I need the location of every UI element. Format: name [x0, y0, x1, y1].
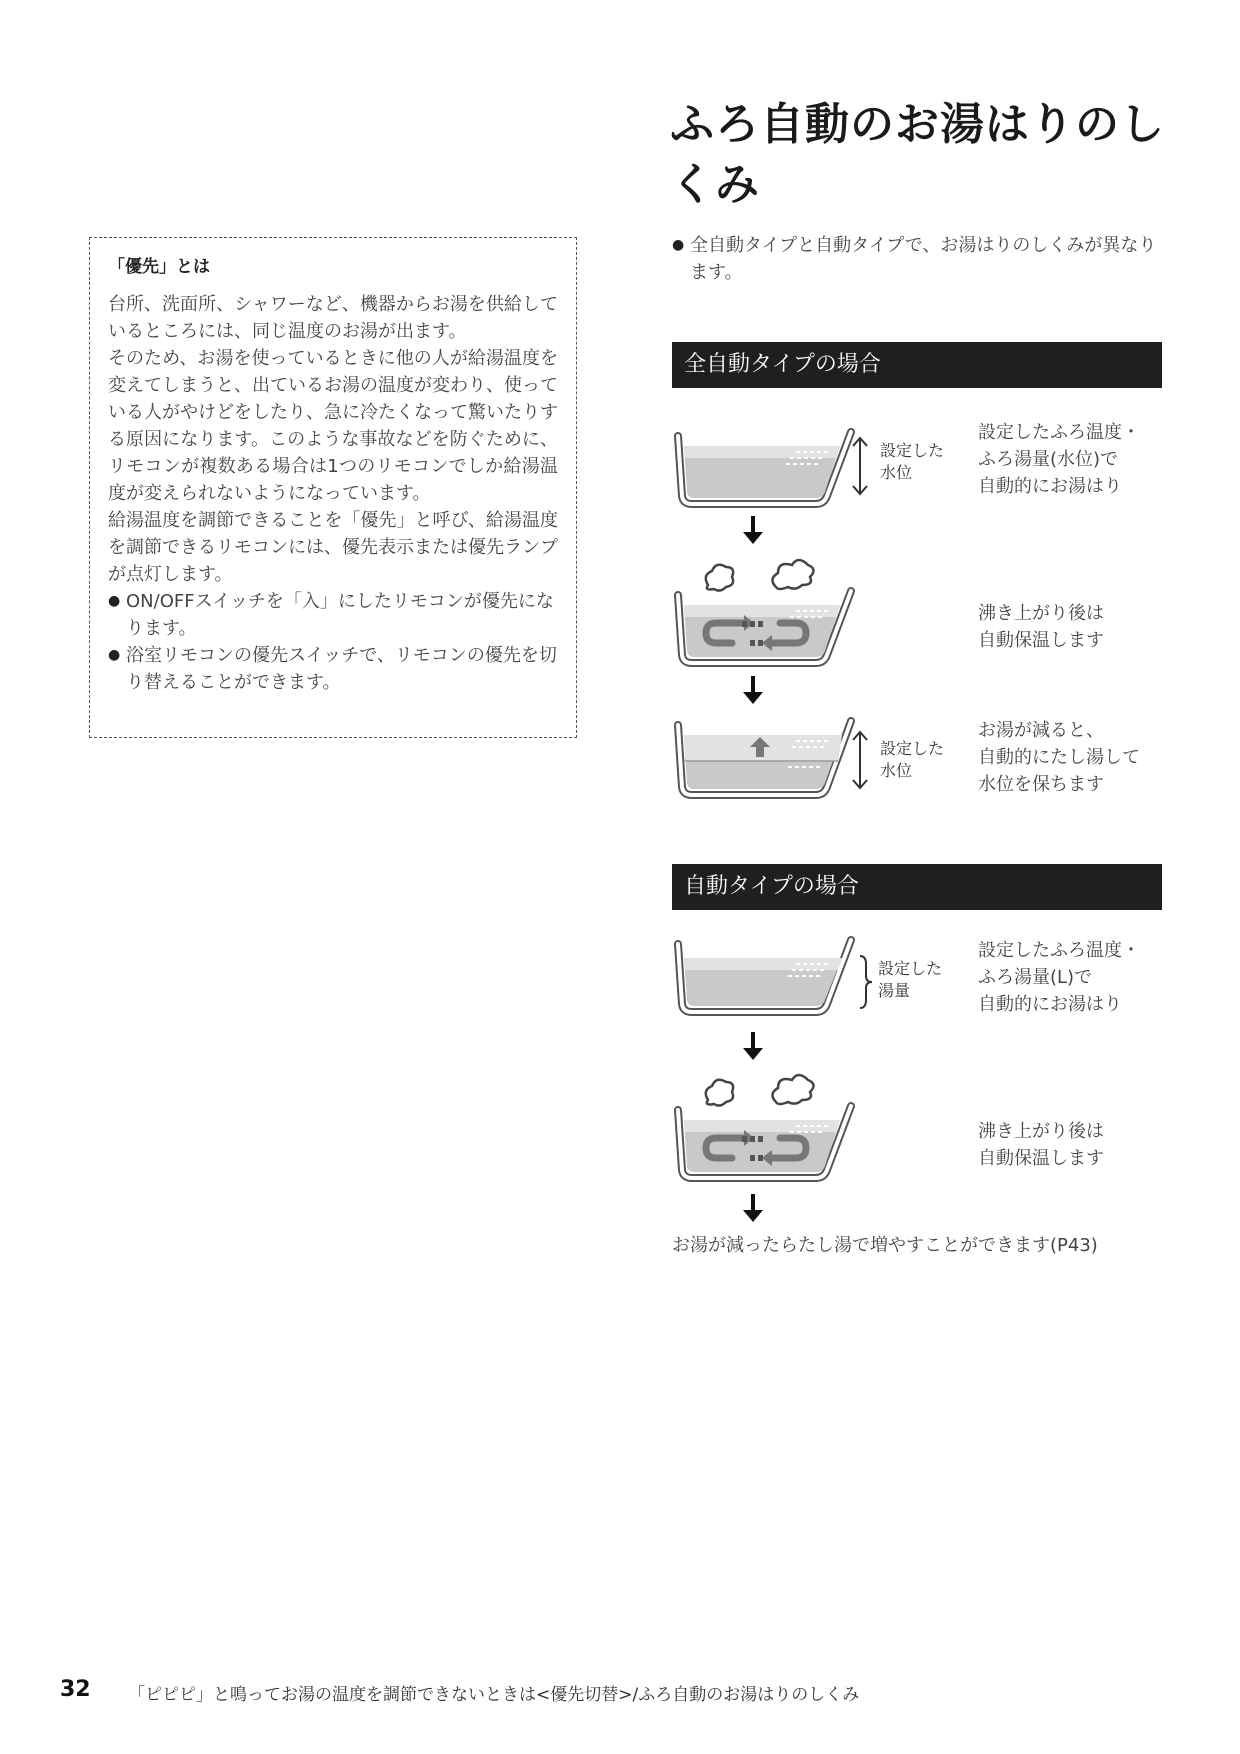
section-heading-auto: 自動タイプの場合 [672, 864, 1162, 910]
intro-text: ● 全自動タイプと自動タイプで、お湯はりのしくみが異なります。 [672, 232, 1172, 286]
bathtub-keep-warm-icon [668, 1070, 863, 1182]
note-box [89, 237, 577, 738]
note-paragraph-2: そのため、お湯を使っているときに他の人が給湯温度を変えてしまうと、出ているお湯の温度が変わり、使っている人がやけどをしたり、急に冷たくなって驚いたりする原因になります。このような事故などを防ぐために、リモコンが複数ある場合は1つのリモコンでしか給湯温度が変えられないようになっています。 [108, 348, 558, 504]
step-description: 設定したふろ温度・ ふろ湯量(L)で 自動的にお湯はり [978, 940, 1140, 1015]
step-description: 設定したふろ温度・ ふろ湯量(水位)で 自動的にお湯はり [978, 422, 1140, 497]
bathtub-refill-icon [668, 715, 863, 805]
set-level-label: 設定した 水位 [880, 441, 945, 482]
refill-note: お湯が減ったらたし湯で増やすことができます(P43) [672, 1235, 1098, 1256]
footer-breadcrumb: 「ピピピ」と鳴ってお湯の温度を調節できないときは<優先切替>/ふろ自動のお湯はりのしくみ [128, 1685, 860, 1705]
bathtub-filling-icon [668, 418, 863, 508]
note-paragraph-1: 台所、洗面所、シャワーなど、機器からお湯を供給しているところには、同じ温度のお湯が出ます。 [108, 294, 558, 342]
bathtub-filling-icon [668, 934, 863, 1024]
down-arrow-icon [740, 1194, 766, 1224]
page-title: ふろ自動のお湯はりのしくみ [670, 99, 1165, 210]
set-volume-label: 設定した 湯量 [878, 959, 943, 1000]
set-level-label: 設定した 水位 [880, 739, 945, 780]
step-description: 沸き上がり後は 自動保温します [978, 1121, 1104, 1169]
note-bullet: ● 浴室リモコンの優先スイッチで、リモコンの優先を切り替えることができます。 [108, 642, 558, 696]
section-heading-full-auto: 全自動タイプの場合 [672, 342, 1162, 388]
down-arrow-icon [740, 676, 766, 706]
down-arrow-icon [740, 516, 766, 546]
volume-bracket-icon [858, 954, 874, 1010]
down-arrow-icon [740, 1032, 766, 1062]
page-number: 32 [60, 1677, 91, 1702]
step-description: お湯が減ると、 自動的にたし湯して 水位を保ちます [978, 720, 1140, 795]
note-title: 「優先」とは [108, 257, 210, 277]
water-level-measure-icon [848, 730, 872, 790]
note-bullet: ● ON/OFFスイッチを「入」にしたリモコンが優先になります。 [108, 588, 558, 642]
water-level-measure-icon [848, 436, 872, 496]
bathtub-keep-warm-icon [668, 555, 863, 667]
note-paragraph-3: 給湯温度を調節できることを「優先」と呼び、給湯温度を調節できるリモコンには、優先表示または優先ランプが点灯します。 [108, 510, 558, 585]
step-description: 沸き上がり後は 自動保温します [978, 603, 1104, 651]
note-bullet-list [108, 588, 558, 696]
